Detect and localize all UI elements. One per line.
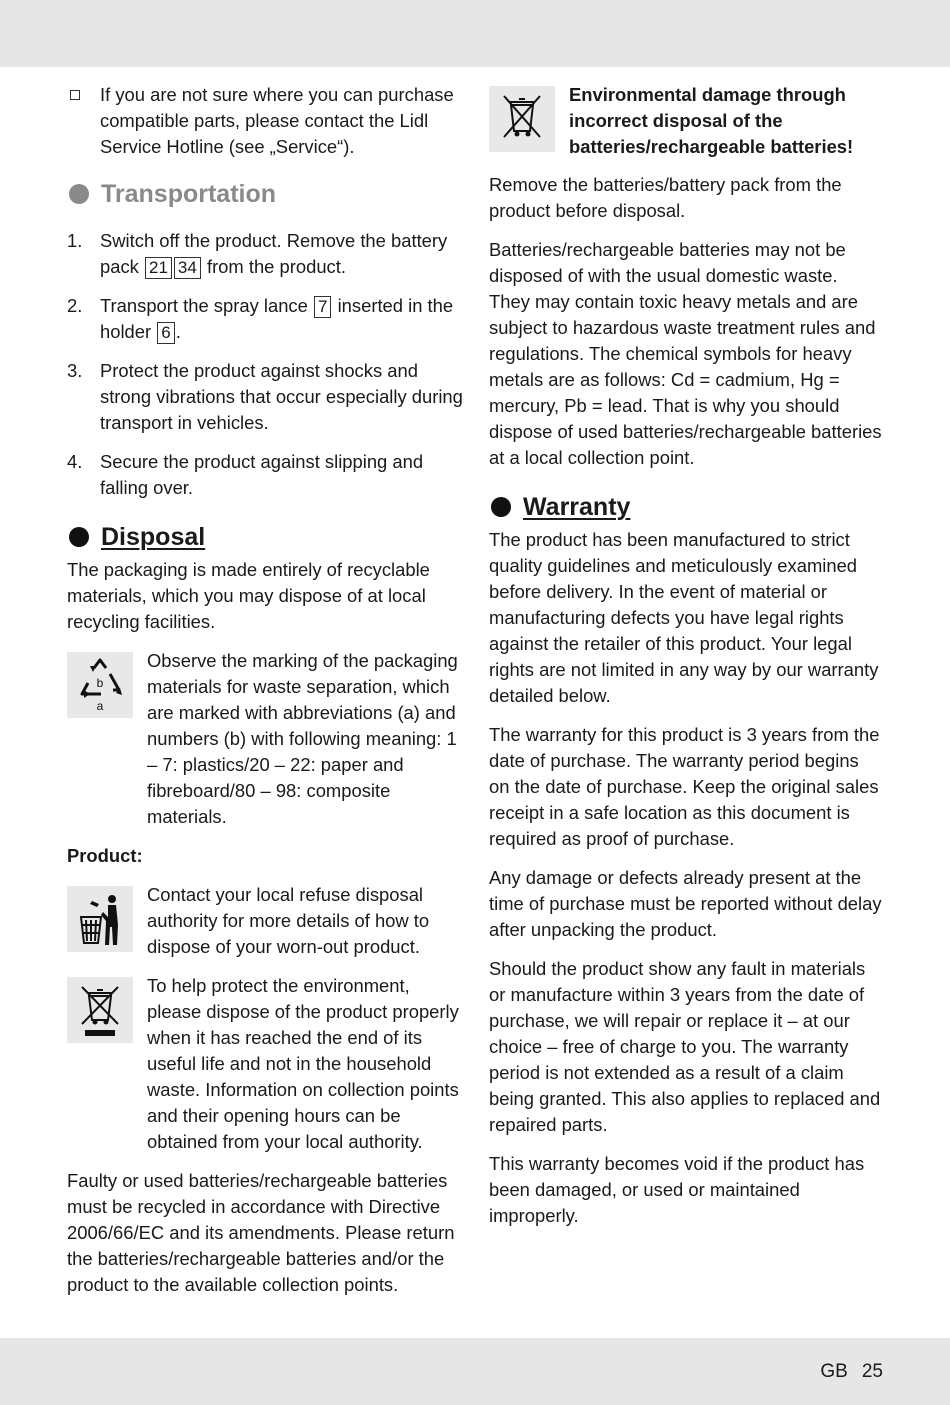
checkbox-bullet-icon bbox=[70, 90, 80, 100]
footer-band bbox=[0, 1338, 950, 1405]
weee-note bbox=[67, 973, 463, 1155]
recycling-note bbox=[67, 648, 463, 830]
warranty-paragraph: This warranty becomes void if the product has been damaged, or used or maintained improperly. bbox=[489, 1153, 865, 1226]
svg-text:a: a bbox=[96, 699, 104, 713]
list-item: 3. Protect the product against shocks and strong vibrations that occur especially during transport in vehicles. bbox=[67, 360, 463, 433]
product-label: Product: bbox=[67, 845, 143, 866]
warranty-paragraph: Should the product show any fault in materials or manufacture within 3 years from the date of purchase, we will repair or replace it – at our choice – free of charge to you. The warranty period is not extended as a result of a claim being granted. This also applies to replaced and repaired parts. bbox=[489, 958, 881, 1135]
part-reference: 34 bbox=[174, 257, 201, 279]
intro-bullet bbox=[67, 82, 463, 160]
battery-recycling-text: Faulty or used batteries/rechargeable batteries must be recycled in accordance with Directive 2006/66/EC and its amendments. Please return the batteries/rechargeable batteries and/or the product to the available collection points. bbox=[67, 1170, 455, 1295]
recycling-text: Observe the marking of the packaging materials for waste separation, which are marked with abbreviations (a) and numbers (b) with following meaning: 1 – 7: plastics/20 – 22: paper and fibreboard/80 – 98: composite materials. bbox=[147, 650, 458, 827]
bullet-dot-icon bbox=[69, 184, 89, 204]
part-reference: 6 bbox=[157, 322, 174, 344]
intro-bullet-text: If you are not sure where you can purchase compatible parts, please contact the Lidl Service Hotline (see „Service“). bbox=[100, 84, 454, 157]
bullet-dot-icon bbox=[69, 527, 89, 547]
part-reference: 21 bbox=[145, 257, 172, 279]
crossed-bin-icon bbox=[67, 977, 133, 1043]
remove-batteries-text: Remove the batteries/battery pack from the product before disposal. bbox=[489, 174, 842, 221]
disposal-intro: The packaging is made entirely of recyclable materials, which you may dispose of at local recycling facilities. bbox=[67, 559, 430, 632]
warranty-paragraph: The product has been manufactured to strict quality guidelines and meticulously examined before delivery. In the event of material or manufacturing defects you have legal rights against the retailer of this product. Your legal rights are not limited in any way by our warranty detailed below. bbox=[489, 529, 879, 706]
bullet-dot-icon bbox=[491, 497, 511, 517]
tidyman-bin-icon bbox=[67, 886, 133, 952]
recycling-symbol-icon bbox=[67, 652, 133, 718]
list-item: 4. Secure the product against slipping and falling over. bbox=[67, 451, 424, 498]
svg-text:b: b bbox=[96, 676, 104, 690]
left-column bbox=[67, 82, 463, 1298]
environmental-warning bbox=[489, 82, 883, 160]
header-band bbox=[0, 0, 950, 67]
section-heading-warranty: Warranty bbox=[489, 491, 883, 523]
list-item: 1. Switch off the product. Remove the battery pack 21 34 from the product. bbox=[67, 230, 448, 277]
transportation-steps bbox=[67, 228, 463, 501]
crossed-bin-battery-icon bbox=[489, 86, 555, 152]
refuse-text: Contact your local refuse disposal authority for more details of how to dispose of your worn-out product. bbox=[147, 884, 430, 957]
page-footer bbox=[820, 1361, 883, 1383]
part-reference: 7 bbox=[314, 296, 331, 318]
language-code: GB bbox=[820, 1361, 848, 1382]
environmental-warning-text: Environmental damage through incorrect disposal of the batteries/rechargeable batteries! bbox=[569, 84, 854, 157]
heavy-metals-text: Batteries/rechargeable batteries may not be disposed of with the usual domestic waste. They may contain toxic heavy metals and are subject to hazardous waste treatment rules and regulations. The chemical symbols for heavy metals are as follows: Cd = cadmium, Hg = mercury, Pb = lead. That is why you should dispose of used batteries/rechargeable batteries at a local collection point. bbox=[489, 239, 882, 468]
section-heading-transportation: Transportation bbox=[67, 178, 463, 210]
right-column bbox=[489, 82, 883, 1242]
refuse-note bbox=[67, 882, 463, 960]
weee-text: To help protect the environment, please dispose of the product properly when it has reached the end of its useful life and not in the household waste. Information on collection points and their opening hours can be obtained from your local authority. bbox=[147, 975, 459, 1152]
warranty-paragraph: Any damage or defects already present at the time of purchase must be reported without delay after unpacking the product. bbox=[489, 867, 882, 940]
list-item: 2. Transport the spray lance 7 inserted in the holder 6 . bbox=[67, 295, 454, 342]
page-number: 25 bbox=[861, 1361, 883, 1382]
section-heading-disposal: Disposal bbox=[67, 521, 463, 553]
warranty-paragraph: The warranty for this product is 3 years from the date of purchase. The warranty period begins on the date of purchase. Keep the original sales receipt in a safe location as this document is required as proof of purchase. bbox=[489, 724, 880, 849]
